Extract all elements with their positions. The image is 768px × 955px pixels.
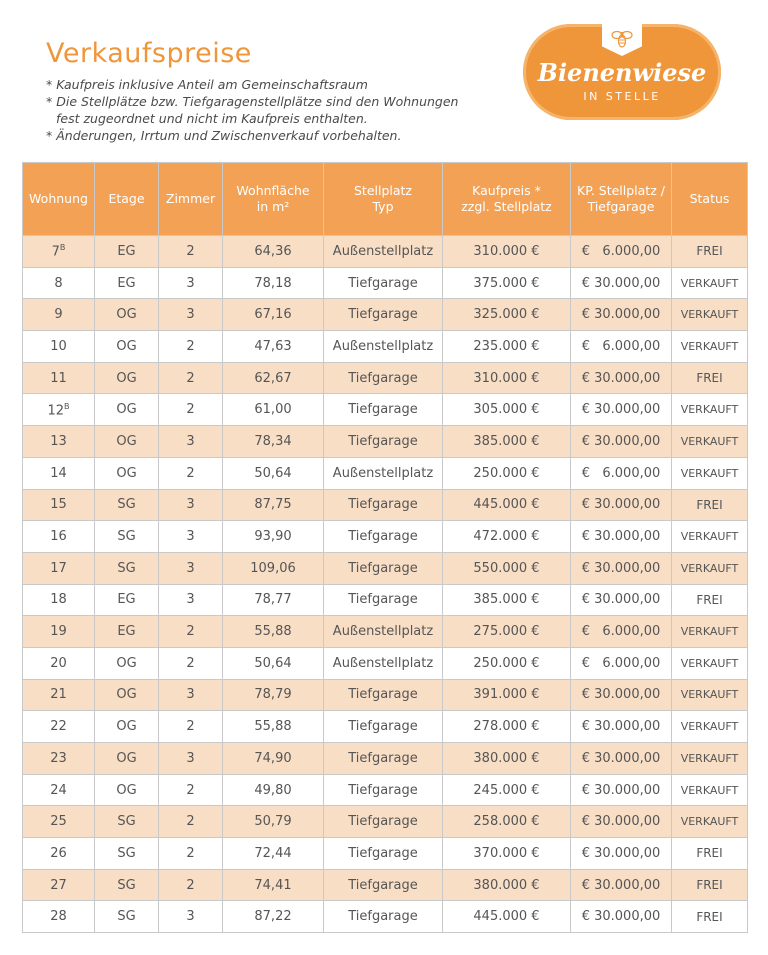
etage-cell: OG bbox=[95, 457, 159, 489]
zimmer-cell: 3 bbox=[159, 521, 223, 553]
footnote: * Kaufpreis inklusive Anteil am Gemeinschaftsraum bbox=[46, 77, 368, 92]
parking-type-cell: Tiefgarage bbox=[324, 774, 443, 806]
etage-cell: OG bbox=[95, 711, 159, 743]
status-cell: FREI bbox=[672, 236, 748, 268]
etage-cell: OG bbox=[95, 743, 159, 775]
parking-price-cell: € 30.000,00 bbox=[571, 774, 672, 806]
parking-type-cell: Tiefgarage bbox=[324, 901, 443, 933]
status-cell: VERKAUFT bbox=[672, 394, 748, 426]
table-row bbox=[23, 806, 748, 838]
table-row bbox=[23, 901, 748, 933]
area-cell: 78,34 bbox=[223, 426, 324, 458]
parking-price-cell: € 30.000,00 bbox=[571, 711, 672, 743]
status-cell: VERKAUFT bbox=[672, 299, 748, 331]
area-cell: 55,88 bbox=[223, 616, 324, 648]
parking-price-cell: € 30.000,00 bbox=[571, 901, 672, 933]
parking-type-cell: Tiefgarage bbox=[324, 679, 443, 711]
parking-type-cell: Tiefgarage bbox=[324, 521, 443, 553]
zimmer-cell: 3 bbox=[159, 299, 223, 331]
table-row bbox=[23, 394, 748, 426]
parking-type-cell: Tiefgarage bbox=[324, 869, 443, 901]
zimmer-cell: 3 bbox=[159, 552, 223, 584]
column-header: Etage bbox=[95, 163, 159, 236]
etage-cell: EG bbox=[95, 584, 159, 616]
area-cell: 109,06 bbox=[223, 552, 324, 584]
parking-type-cell: Außenstellplatz bbox=[324, 236, 443, 268]
status-cell: VERKAUFT bbox=[672, 616, 748, 648]
zimmer-cell: 3 bbox=[159, 426, 223, 458]
table-row bbox=[23, 838, 748, 870]
status-cell: VERKAUFT bbox=[672, 521, 748, 553]
column-header: Zimmer bbox=[159, 163, 223, 236]
zimmer-cell: 2 bbox=[159, 362, 223, 394]
parking-price-cell: € 30.000,00 bbox=[571, 679, 672, 711]
parking-type-cell: Außenstellplatz bbox=[324, 616, 443, 648]
zimmer-cell: 2 bbox=[159, 457, 223, 489]
etage-cell: EG bbox=[95, 616, 159, 648]
area-cell: 74,41 bbox=[223, 869, 324, 901]
parking-type-cell: Tiefgarage bbox=[324, 299, 443, 331]
etage-cell: EG bbox=[95, 236, 159, 268]
parking-price-cell: € 30.000,00 bbox=[571, 426, 672, 458]
etage-cell: SG bbox=[95, 869, 159, 901]
status-cell: FREI bbox=[672, 362, 748, 394]
price-cell: 391.000 € bbox=[443, 679, 571, 711]
price-cell: 305.000 € bbox=[443, 394, 571, 426]
status-cell: VERKAUFT bbox=[672, 267, 748, 299]
price-cell: 375.000 € bbox=[443, 267, 571, 299]
area-cell: 74,90 bbox=[223, 743, 324, 775]
price-cell: 380.000 € bbox=[443, 869, 571, 901]
price-cell: 472.000 € bbox=[443, 521, 571, 553]
wohnung-cell: 14 bbox=[23, 457, 95, 489]
area-cell: 47,63 bbox=[223, 331, 324, 363]
area-cell: 50,79 bbox=[223, 806, 324, 838]
table-row bbox=[23, 267, 748, 299]
brand-logo bbox=[523, 24, 721, 120]
wohnung-cell: 17 bbox=[23, 552, 95, 584]
parking-type-cell: Tiefgarage bbox=[324, 489, 443, 521]
wohnung-cell: $12^B$ bbox=[23, 394, 95, 426]
etage-cell: OG bbox=[95, 299, 159, 331]
wohnung-cell: 8 bbox=[23, 267, 95, 299]
area-cell: 67,16 bbox=[223, 299, 324, 331]
price-cell: 310.000 € bbox=[443, 236, 571, 268]
wohnung-cell: 9 bbox=[23, 299, 95, 331]
area-cell: 50,64 bbox=[223, 457, 324, 489]
logo-name: Bienenwiese bbox=[537, 58, 707, 87]
etage-cell: OG bbox=[95, 394, 159, 426]
wohnung-cell: 22 bbox=[23, 711, 95, 743]
status-cell: VERKAUFT bbox=[672, 679, 748, 711]
parking-price-cell: € 30.000,00 bbox=[571, 299, 672, 331]
price-cell: 385.000 € bbox=[443, 584, 571, 616]
price-cell: 275.000 € bbox=[443, 616, 571, 648]
wohnung-cell: 19 bbox=[23, 616, 95, 648]
status-cell: VERKAUFT bbox=[672, 457, 748, 489]
zimmer-cell: 2 bbox=[159, 647, 223, 679]
zimmer-cell: 3 bbox=[159, 901, 223, 933]
status-cell: VERKAUFT bbox=[672, 552, 748, 584]
parking-price-cell: € 30.000,00 bbox=[571, 806, 672, 838]
etage-cell: SG bbox=[95, 806, 159, 838]
area-cell: 87,75 bbox=[223, 489, 324, 521]
table-row bbox=[23, 774, 748, 806]
etage-cell: OG bbox=[95, 426, 159, 458]
etage-cell: SG bbox=[95, 901, 159, 933]
etage-cell: OG bbox=[95, 331, 159, 363]
area-cell: 64,36 bbox=[223, 236, 324, 268]
area-cell: 55,88 bbox=[223, 711, 324, 743]
table-row bbox=[23, 236, 748, 268]
zimmer-cell: 3 bbox=[159, 489, 223, 521]
parking-price-cell: € 6.000,00 bbox=[571, 331, 672, 363]
page-title: Verkaufspreise bbox=[46, 38, 252, 69]
area-cell: 93,90 bbox=[223, 521, 324, 553]
price-cell: 325.000 € bbox=[443, 299, 571, 331]
status-cell: FREI bbox=[672, 838, 748, 870]
parking-type-cell: Tiefgarage bbox=[324, 711, 443, 743]
wohnung-cell: 15 bbox=[23, 489, 95, 521]
parking-price-cell: € 30.000,00 bbox=[571, 838, 672, 870]
area-cell: 61,00 bbox=[223, 394, 324, 426]
parking-type-cell: Außenstellplatz bbox=[324, 331, 443, 363]
parking-price-cell: € 6.000,00 bbox=[571, 647, 672, 679]
parking-type-cell: Außenstellplatz bbox=[324, 457, 443, 489]
wohnung-cell: 27 bbox=[23, 869, 95, 901]
zimmer-cell: 2 bbox=[159, 616, 223, 648]
parking-price-cell: € 30.000,00 bbox=[571, 267, 672, 299]
wohnung-cell: 20 bbox=[23, 647, 95, 679]
table-row bbox=[23, 869, 748, 901]
price-cell: 370.000 € bbox=[443, 838, 571, 870]
wohnung-cell: 13 bbox=[23, 426, 95, 458]
zimmer-cell: 2 bbox=[159, 838, 223, 870]
wohnung-cell: 11 bbox=[23, 362, 95, 394]
table-row bbox=[23, 552, 748, 584]
etage-cell: OG bbox=[95, 362, 159, 394]
wohnung-cell: 23 bbox=[23, 743, 95, 775]
parking-type-cell: Tiefgarage bbox=[324, 743, 443, 775]
area-cell: 62,67 bbox=[223, 362, 324, 394]
table-row bbox=[23, 647, 748, 679]
status-cell: VERKAUFT bbox=[672, 331, 748, 363]
zimmer-cell: 2 bbox=[159, 394, 223, 426]
table-row bbox=[23, 489, 748, 521]
wohnung-cell: 24 bbox=[23, 774, 95, 806]
parking-price-cell: € 30.000,00 bbox=[571, 743, 672, 775]
column-header: Wohnfläche in m² bbox=[223, 163, 324, 236]
parking-price-cell: € 30.000,00 bbox=[571, 362, 672, 394]
table-row bbox=[23, 457, 748, 489]
parking-price-cell: € 6.000,00 bbox=[571, 236, 672, 268]
footnote: * Änderungen, Irrtum und Zwischenverkauf vorbehalten. bbox=[46, 128, 402, 143]
footnote: fest zugeordnet und nicht im Kaufpreis enthalten. bbox=[56, 111, 368, 126]
parking-price-cell: € 30.000,00 bbox=[571, 584, 672, 616]
area-cell: 72,44 bbox=[223, 838, 324, 870]
price-cell: 380.000 € bbox=[443, 743, 571, 775]
status-cell: VERKAUFT bbox=[672, 774, 748, 806]
zimmer-cell: 2 bbox=[159, 774, 223, 806]
table-body bbox=[23, 236, 748, 933]
status-cell: VERKAUFT bbox=[672, 806, 748, 838]
area-cell: 78,18 bbox=[223, 267, 324, 299]
wohnung-cell: 25 bbox=[23, 806, 95, 838]
status-cell: VERKAUFT bbox=[672, 647, 748, 679]
table-header-row bbox=[23, 163, 748, 236]
zimmer-cell: 2 bbox=[159, 806, 223, 838]
footnote: * Die Stellplätze bzw. Tiefgaragenstellplätze sind den Wohnungen bbox=[46, 94, 459, 109]
price-cell: 235.000 € bbox=[443, 331, 571, 363]
table-row bbox=[23, 362, 748, 394]
column-header: Wohnung bbox=[23, 163, 95, 236]
zimmer-cell: 3 bbox=[159, 584, 223, 616]
parking-type-cell: Tiefgarage bbox=[324, 552, 443, 584]
status-cell: FREI bbox=[672, 901, 748, 933]
etage-cell: SG bbox=[95, 552, 159, 584]
zimmer-cell: 3 bbox=[159, 679, 223, 711]
wohnung-cell: $7^B$ bbox=[23, 236, 95, 268]
parking-price-cell: € 30.000,00 bbox=[571, 489, 672, 521]
price-cell: 258.000 € bbox=[443, 806, 571, 838]
etage-cell: SG bbox=[95, 838, 159, 870]
table-row bbox=[23, 679, 748, 711]
zimmer-cell: 2 bbox=[159, 331, 223, 363]
table-row bbox=[23, 426, 748, 458]
table-row bbox=[23, 331, 748, 363]
parking-type-cell: Tiefgarage bbox=[324, 806, 443, 838]
price-cell: 550.000 € bbox=[443, 552, 571, 584]
wohnung-cell: 21 bbox=[23, 679, 95, 711]
parking-type-cell: Tiefgarage bbox=[324, 267, 443, 299]
price-cell: 445.000 € bbox=[443, 489, 571, 521]
price-cell: 250.000 € bbox=[443, 647, 571, 679]
column-header: KP. Stellplatz / Tiefgarage bbox=[571, 163, 672, 236]
status-cell: FREI bbox=[672, 584, 748, 616]
price-cell: 385.000 € bbox=[443, 426, 571, 458]
wohnung-cell: 26 bbox=[23, 838, 95, 870]
area-cell: 87,22 bbox=[223, 901, 324, 933]
parking-price-cell: € 30.000,00 bbox=[571, 552, 672, 584]
zimmer-cell: 2 bbox=[159, 711, 223, 743]
parking-type-cell: Tiefgarage bbox=[324, 584, 443, 616]
wohnung-cell: 10 bbox=[23, 331, 95, 363]
parking-type-cell: Tiefgarage bbox=[324, 426, 443, 458]
logo-subtitle: IN STELLE bbox=[583, 90, 661, 103]
status-cell: FREI bbox=[672, 489, 748, 521]
area-cell: 50,64 bbox=[223, 647, 324, 679]
wohnung-cell: 18 bbox=[23, 584, 95, 616]
parking-type-cell: Tiefgarage bbox=[324, 362, 443, 394]
price-cell: 245.000 € bbox=[443, 774, 571, 806]
status-cell: VERKAUFT bbox=[672, 426, 748, 458]
column-header: Stellplatz Typ bbox=[324, 163, 443, 236]
wohnung-cell: 28 bbox=[23, 901, 95, 933]
footnotes bbox=[46, 76, 458, 144]
price-cell: 445.000 € bbox=[443, 901, 571, 933]
zimmer-cell: 3 bbox=[159, 267, 223, 299]
price-cell: 250.000 € bbox=[443, 457, 571, 489]
table-row bbox=[23, 743, 748, 775]
zimmer-cell: 2 bbox=[159, 869, 223, 901]
wohnung-cell: 16 bbox=[23, 521, 95, 553]
etage-cell: SG bbox=[95, 489, 159, 521]
column-header: Kaufpreis * zzgl. Stellplatz bbox=[443, 163, 571, 236]
price-table bbox=[22, 162, 748, 933]
area-cell: 78,79 bbox=[223, 679, 324, 711]
area-cell: 49,80 bbox=[223, 774, 324, 806]
etage-cell: SG bbox=[95, 521, 159, 553]
parking-price-cell: € 6.000,00 bbox=[571, 616, 672, 648]
etage-cell: OG bbox=[95, 679, 159, 711]
zimmer-cell: 2 bbox=[159, 236, 223, 268]
column-header: Status bbox=[672, 163, 748, 236]
price-cell: 310.000 € bbox=[443, 362, 571, 394]
parking-price-cell: € 30.000,00 bbox=[571, 521, 672, 553]
area-cell: 78,77 bbox=[223, 584, 324, 616]
table-row bbox=[23, 711, 748, 743]
zimmer-cell: 3 bbox=[159, 743, 223, 775]
parking-type-cell: Außenstellplatz bbox=[324, 647, 443, 679]
table-row bbox=[23, 616, 748, 648]
parking-type-cell: Tiefgarage bbox=[324, 838, 443, 870]
parking-price-cell: € 6.000,00 bbox=[571, 457, 672, 489]
price-cell: 278.000 € bbox=[443, 711, 571, 743]
etage-cell: OG bbox=[95, 774, 159, 806]
table-row bbox=[23, 584, 748, 616]
status-cell: VERKAUFT bbox=[672, 711, 748, 743]
parking-price-cell: € 30.000,00 bbox=[571, 869, 672, 901]
etage-cell: OG bbox=[95, 647, 159, 679]
table-row bbox=[23, 521, 748, 553]
parking-price-cell: € 30.000,00 bbox=[571, 394, 672, 426]
etage-cell: EG bbox=[95, 267, 159, 299]
status-cell: VERKAUFT bbox=[672, 743, 748, 775]
table-row bbox=[23, 299, 748, 331]
parking-type-cell: Tiefgarage bbox=[324, 394, 443, 426]
status-cell: FREI bbox=[672, 869, 748, 901]
bee-icon bbox=[610, 28, 634, 50]
